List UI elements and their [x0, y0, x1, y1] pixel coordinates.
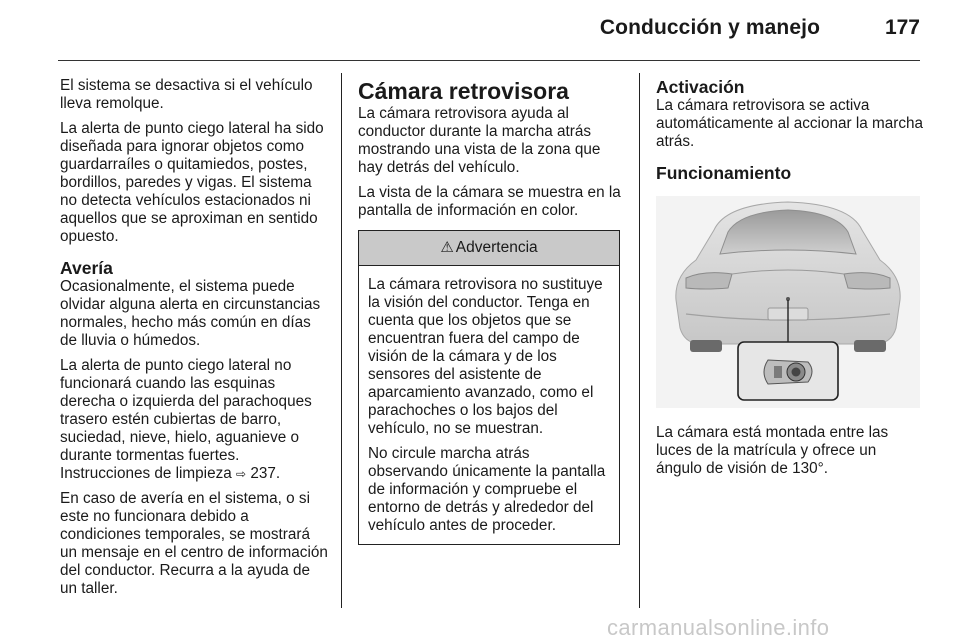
section-title: Conducción y manejo	[599, 16, 820, 39]
paragraph: La vista de la cámara se muestra en la pantalla de información en color.	[358, 184, 621, 219]
warning-body	[359, 266, 619, 544]
page-header	[58, 0, 920, 61]
heading-averia: Avería	[60, 258, 113, 278]
heading-activacion: Activación	[656, 77, 745, 97]
watermark: carmanualsonline.info	[607, 615, 830, 640]
rear-camera-illustration	[656, 196, 920, 408]
paragraph: El sistema se desactiva si el vehículo lleva remolque.	[60, 77, 313, 112]
paragraph: En caso de avería en el sistema, o si este no funcionara debido a condiciones temporales, se mostrará un mensaje en el centro de información del conductor. Recurra a la ayuda de un taller.	[60, 490, 328, 597]
heading-funcionamiento: Funcionamiento	[656, 163, 792, 183]
warning-paragraph: La cámara retrovisora no sustituye la visión del conductor. Tenga en cuenta que los objetos que se encuentran fuera del campo de visión de la cámara y de los sensores del asistente de aparcamiento avanzado, como el parachoches o los bajos del vehículo, no se muestran.	[368, 276, 603, 437]
warning-triangle-icon: ⚠	[440, 239, 454, 256]
paragraph	[60, 357, 330, 483]
paragraph-text: La alerta de punto ciego lateral no funcionará cuando las esquinas derecha o izquierda del parachoques trasero estén cubiertas de barro, suciedad, nieve, hielo, aguanieve o durante tormentas fuertes. Instrucciones de limpieza	[60, 357, 312, 482]
warning-paragraph: No circule marcha atrás observando únicamente la pantalla de información y compruebe el entorno de detrás y alrededor del vehículo antes de proceder.	[368, 445, 606, 534]
paragraph: Ocasionalmente, el sistema puede olvidar alguna alerta en circunstancias normales, hecho más común en días de lluvia o húmedos.	[60, 278, 321, 349]
warning-header	[359, 231, 619, 266]
paragraph: La cámara retrovisora se activa automáticamente al accionar la marcha atrás.	[656, 97, 923, 150]
column-1	[60, 77, 330, 605]
page-reference-icon: ⇨	[236, 467, 247, 481]
column-3	[656, 77, 924, 485]
paragraph: La cámara está montada entre las luces de la matrícula y ofrece un ángulo de visión de 130°.	[656, 424, 889, 477]
paragraph: La alerta de punto ciego lateral ha sido diseñada para ignorar objetos como guardarraíles o quitamiedos, postes, bordillos, paredes y vigas. El sistema no detecta vehículos estacionados ni aquellos que se aproximan en sentido opuesto.	[60, 120, 324, 245]
heading-camara-retrovisora: Cámara retrovisora	[358, 78, 569, 104]
warning-title: Advertencia	[455, 239, 538, 256]
column-divider	[341, 73, 342, 608]
page-number: 177	[884, 16, 920, 39]
paragraph: La cámara retrovisora ayuda al conductor durante la marcha atrás mostrando una vista de la zona que hay detrás del vehículo.	[358, 105, 601, 176]
warning-box	[358, 230, 620, 545]
page-reference-link[interactable]: 237.	[250, 465, 281, 482]
column-divider	[639, 73, 640, 608]
column-2	[358, 77, 623, 545]
